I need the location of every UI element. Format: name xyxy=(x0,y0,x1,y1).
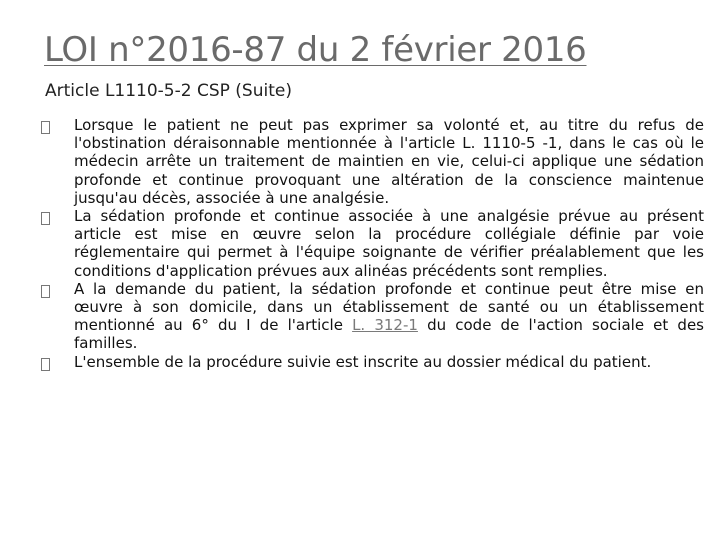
article-link[interactable]: L. 312-1 xyxy=(352,316,418,335)
page-subtitle: Article L1110-5-2 CSP (Suite) xyxy=(45,81,292,101)
bullet-box-icon xyxy=(40,207,74,231)
list-item xyxy=(40,353,704,377)
bullet-text: Lorsque le patient ne peut pas exprimer sa volonté et, au titre du refus de l'obstination déraisonnable mentionnée à l'article L. 1110-5 -1, dans le cas où le médecin arrête un traitement de maintien en vie, celui-ci applique une sédation profonde et continue provoquant une altération de la conscience maintenue jusqu'au décès, associée à une analgésie. xyxy=(74,116,704,207)
page-title: LOI n°2016-87 du 2 février 2016 xyxy=(44,30,587,70)
bullet-text: L'ensemble de la procédure suivie est inscrite au dossier médical du patient. xyxy=(74,352,652,371)
bullet-list xyxy=(40,116,704,377)
bullet-text-before: A la demande du patient, la sédation profonde et continue peut être mise en œuvre à son domicile, dans un établissement de santé ou un établissement mentionné au 6° du I de l'article xyxy=(74,279,704,335)
bullet-box-icon xyxy=(40,116,74,140)
bullet-text: La sédation profonde et continue associée à une analgésie prévue au présent article est mise en œuvre selon la procédure collégiale définie par voie réglementaire qui permet à l'équipe soignante de vérifier préalablement que les conditions d'application prévues aux alinéas précédents sont remplies. xyxy=(74,207,704,280)
list-item xyxy=(40,280,704,353)
bullet-box-icon xyxy=(40,280,74,304)
list-item xyxy=(40,207,704,280)
bullet-text-after: du code de l'action sociale et des familles. xyxy=(74,316,704,353)
bullet-box-icon xyxy=(40,353,74,377)
list-item xyxy=(40,116,704,207)
bullet-text xyxy=(74,280,704,353)
